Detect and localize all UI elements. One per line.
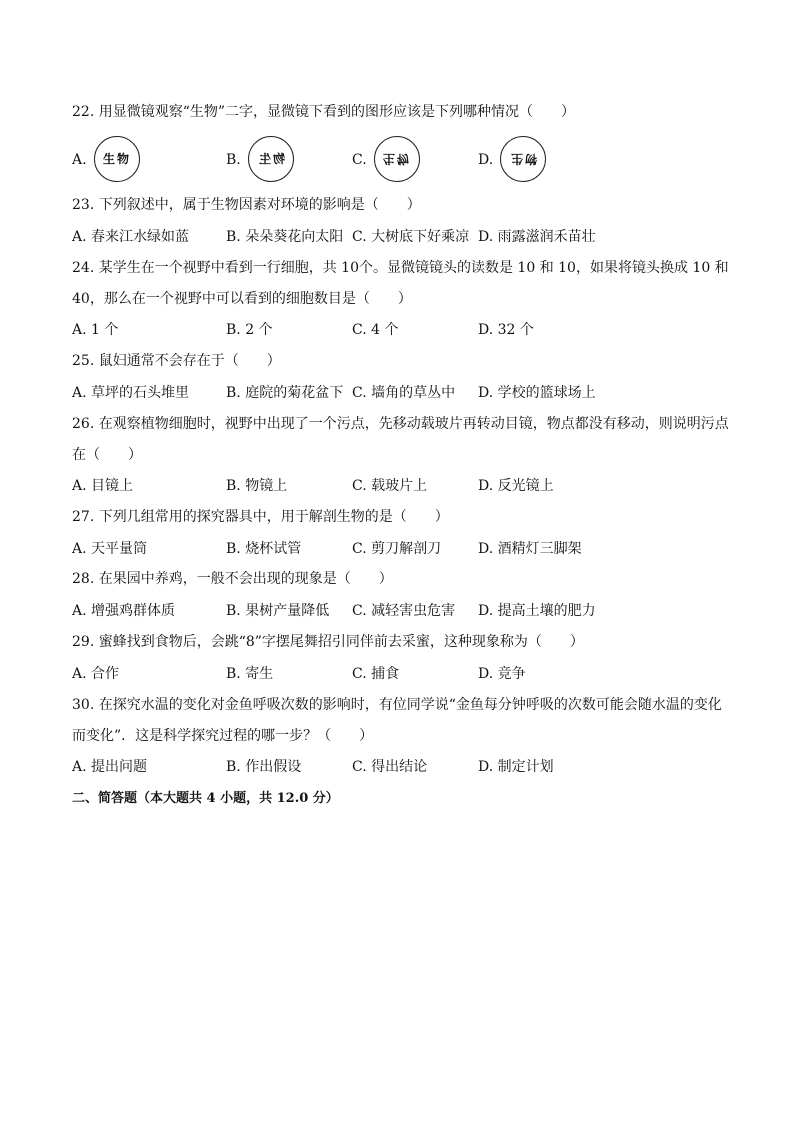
circle-image-c: 生物	[374, 136, 420, 182]
question-24-options	[72, 320, 732, 340]
option-23-b: B. 朵朵葵花向太阳	[226, 229, 344, 245]
question-23-stem: 23. 下列叙述中，属于生物因素对环境的影响是（ ）	[72, 197, 421, 213]
question-29-options	[72, 664, 732, 684]
section-heading: 二、简答题（本大题共 4 小题，共 12.0 分）	[72, 791, 339, 806]
question-30-stem-line2: 而变化”．这是科学探究过程的哪一步？（ ）	[72, 728, 374, 744]
circle-image-a: 生物	[94, 136, 140, 182]
question-28-stem: 28. 在果园中养鸡，一般不会出现的现象是（ ）	[72, 571, 393, 587]
option-29-a: A. 合作	[72, 666, 120, 682]
option-25-c: C. 墙角的草丛中	[352, 385, 456, 401]
question-23-options	[72, 227, 732, 247]
option-29-c: C. 捕食	[352, 666, 400, 682]
option-29-d: D. 竞争	[478, 666, 526, 682]
option-28-d: D. 提高土壤的肥力	[478, 603, 596, 619]
question-24-stem-line1: 24. 某学生在一个视野中看到一行细胞，共 10个。显微镜镜头的读数是 10 和 10，如果将镜头换成 10 和	[72, 260, 729, 276]
option-24-a: A. 1 个	[72, 322, 119, 338]
option-29-b: B. 寄生	[226, 666, 274, 682]
option-28-a: A. 增强鸡群体质	[72, 603, 176, 619]
question-24-stem-line2: 40，那么在一个视野中可以看到的细胞数目是（ ）	[72, 291, 412, 307]
option-23-d: D. 雨露滋润禾苗壮	[478, 229, 596, 245]
question-26-stem-line2: 在（ ）	[72, 447, 142, 463]
question-30-stem-line1: 30. 在探究水温的变化对金鱼呼吸次数的影响时，有位同学说“金鱼每分钟呼吸的次数可能会随水温的变化	[72, 697, 722, 713]
option-24-c: C. 4 个	[352, 322, 399, 338]
question-26-options	[72, 476, 732, 496]
option-26-b: B. 物镜上	[226, 478, 288, 494]
option-25-a: A. 草坪的石头堆里	[72, 385, 190, 401]
option-30-b: B. 作出假设	[226, 759, 302, 775]
option-24-d: D. 32 个	[478, 322, 534, 338]
option-27-b: B. 烧杯试管	[226, 541, 302, 557]
option-26-a: A. 目镜上	[72, 478, 134, 494]
question-22-options: A. 生物 B. 物生 C. 生物 D. 物生	[72, 136, 732, 182]
question-27-options	[72, 539, 732, 559]
circle-image-d: 物生	[500, 136, 546, 182]
option-23-c: C. 大树底下好乘凉	[352, 229, 470, 245]
option-23-a: A. 春来江水绿如蓝	[72, 229, 190, 245]
question-27-stem: 27. 下列几组常用的探究器具中，用于解剖生物的是（ ）	[72, 509, 449, 525]
option-25-d: D. 学校的篮球场上	[478, 385, 596, 401]
question-30-options	[72, 757, 732, 777]
option-30-c: C. 得出结论	[352, 759, 428, 775]
option-27-d: D. 酒精灯三脚架	[478, 541, 582, 557]
question-25-stem: 25. 鼠妇通常不会存在于（ ）	[72, 353, 281, 369]
option-25-b: B. 庭院的菊花盆下	[226, 385, 344, 401]
option-27-a: A. 天平量筒	[72, 541, 148, 557]
question-22-stem: 22. 用显微镜观察“生物”二字，显微镜下看到的图形应该是下列哪种情况（ ）	[72, 104, 576, 120]
question-29-stem: 29. 蜜蜂找到食物后，会跳“8”字摆尾舞招引同伴前去采蜜，这种现象称为（ ）	[72, 634, 584, 650]
question-26-stem-line1: 26. 在观察植物细胞时，视野中出现了一个污点，先移动载玻片再转动目镜，物点都没有移动，则说明污点	[72, 416, 729, 432]
option-30-a: A. 提出问题	[72, 759, 148, 775]
option-26-d: D. 反光镜上	[478, 478, 554, 494]
question-28-options	[72, 601, 732, 621]
option-27-c: C. 剪刀解剖刀	[352, 541, 442, 557]
option-24-b: B. 2 个	[226, 322, 273, 338]
circle-image-b: 物生	[248, 136, 294, 182]
option-26-c: C. 载玻片上	[352, 478, 428, 494]
option-30-d: D. 制定计划	[478, 759, 554, 775]
question-25-options	[72, 383, 732, 403]
option-28-b: B. 果树产量降低	[226, 603, 330, 619]
option-28-c: C. 减轻害虫危害	[352, 603, 456, 619]
